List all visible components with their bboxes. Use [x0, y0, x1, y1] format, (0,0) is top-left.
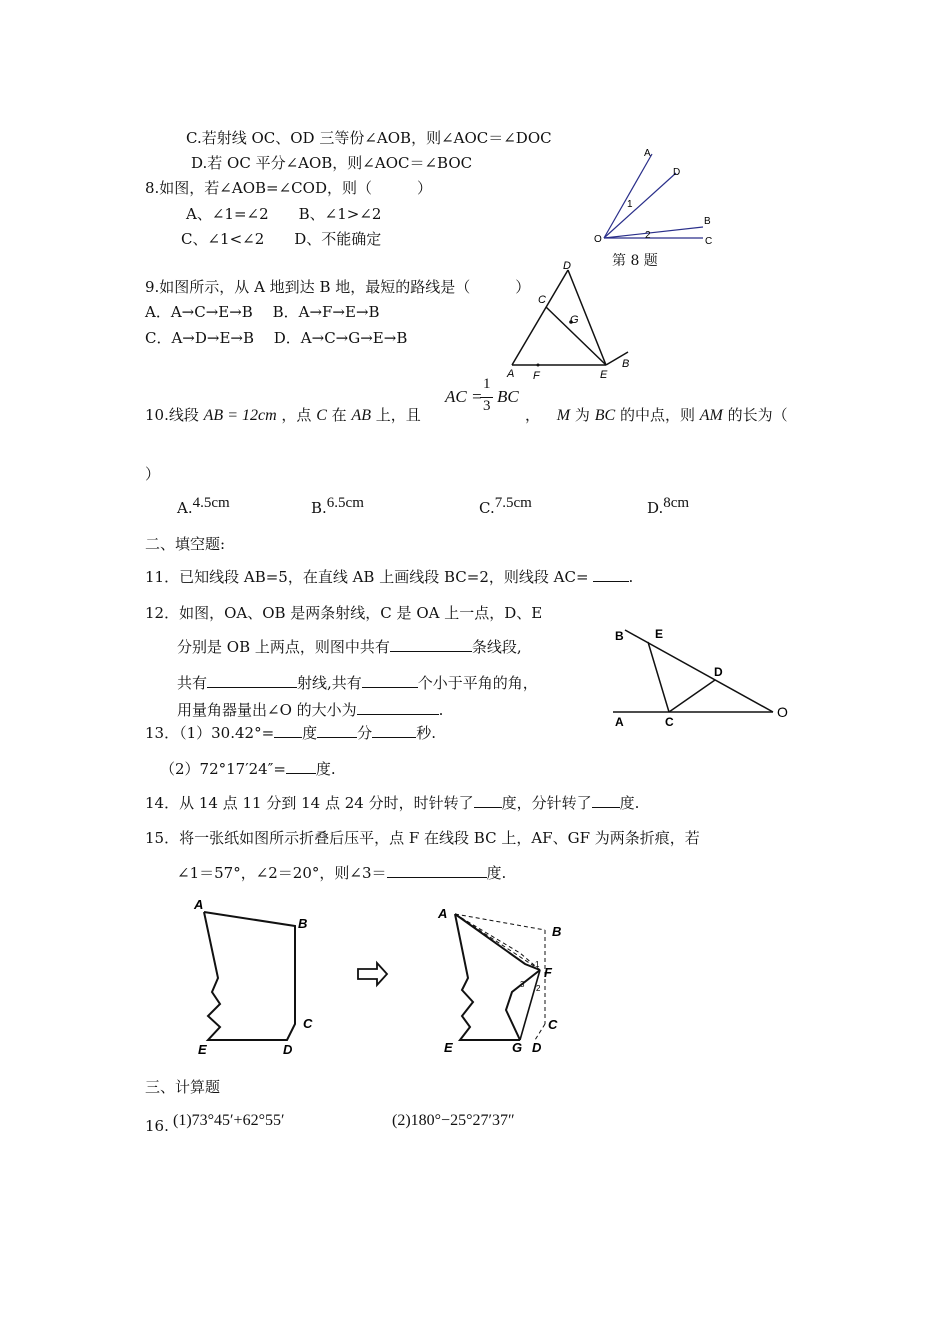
q10-ab: AB	[351, 407, 372, 424]
q15-right-label-a: A	[438, 906, 448, 921]
q12-line3: 共有 射线,共有 个小于平角的角，	[177, 674, 538, 692]
q15-angle-1: 1	[535, 960, 540, 969]
q15-angle-2: 2	[536, 984, 541, 993]
q15-left-label-a: A	[194, 897, 204, 912]
q10-mid3: 上，且	[375, 406, 421, 424]
q12-label-b: B	[615, 629, 624, 643]
q8-options-cd: C、∠1<∠2 D、不能确定	[181, 230, 382, 248]
q9-label-f: F	[533, 370, 540, 380]
q10-mid2: 在	[331, 406, 347, 424]
q15-right-label-c: C	[548, 1017, 558, 1032]
q13-line2: （2）72°17′24″= 度.	[160, 760, 336, 778]
q16-part1: (1)73°45′+62°55′	[173, 1112, 285, 1129]
q9-options-ab: A．A→C→E→B B．A→F→E→B	[145, 303, 380, 321]
arrow-right-icon	[358, 963, 387, 985]
q9-stem: 9.如图所示，从 A 地到达 B 地，最短的路线是（ ）	[145, 278, 531, 296]
q15-left-label-c: C	[303, 1016, 313, 1031]
q10-close: ）	[145, 465, 161, 483]
q15-line1: 15．将一张纸如图所示折叠后压平，点 F 在线段 BC 上，AF、GF 为两条折痕，若	[145, 829, 700, 847]
q9-label-c: C	[538, 294, 546, 306]
q10-bc: BC	[497, 387, 519, 406]
q14: 14．从 14 点 11 分到 14 点 24 分时，时针转了 度，分针转了 度.	[145, 794, 640, 812]
q15-right-label-b: B	[552, 924, 562, 939]
q10-frac-num: 1	[483, 376, 491, 392]
q9-label-g: G	[570, 314, 579, 326]
q10-bc2: BC	[594, 407, 616, 424]
q8-label-c: C	[705, 236, 713, 247]
section-fill-in-title: 二、填空题:	[145, 535, 226, 553]
q9-label-e: E	[600, 369, 608, 380]
q9-label-a: A	[507, 368, 515, 380]
q8-label-b: B	[704, 216, 711, 227]
q10-ac: AC =	[445, 387, 483, 406]
q12-label-o: O	[777, 704, 788, 720]
q15-right-label-f: F	[544, 965, 552, 980]
q10-mid1: ，点	[281, 406, 312, 424]
q15-right-label-g: G	[512, 1040, 523, 1055]
q10-option-a: A.4.5cm	[177, 495, 230, 517]
q7-option-c: C.若射线 OC、OD 三等份∠AOB，则∠AOC＝∠DOC	[186, 129, 552, 147]
q10-frac-den: 3	[483, 398, 491, 414]
q8-label-o: O	[594, 234, 602, 245]
q15-right-label-e: E	[444, 1040, 453, 1055]
q10-m: M	[556, 407, 571, 424]
q10-mid4: ，	[525, 406, 541, 424]
q10-option-d: D.8cm	[647, 495, 690, 517]
q8-caption: 第 8 题	[612, 253, 658, 269]
q9-figure	[500, 255, 640, 380]
q16-part2: (2)180°−25°27′37″	[392, 1112, 515, 1129]
q10-stem	[145, 405, 421, 426]
q12-line1: 12．如图，OA、OB 是两条射线，C 是 OA 上一点，D、E	[145, 604, 543, 622]
q15-figure	[180, 890, 590, 1065]
q9-options-cd: C．A→D→E→B D．A→C→G→E→B	[145, 329, 408, 347]
q8-stem: 8.如图，若∠AOB=∠COD，则（ ）	[145, 179, 432, 197]
q12-label-c: C	[665, 715, 674, 729]
q8-label-d: D	[673, 167, 681, 178]
q10-mid7: 的长为（	[727, 406, 788, 424]
q12-figure	[605, 620, 805, 732]
q8-options-ab: A、∠1=∠2 B、∠1>∠2	[186, 205, 382, 223]
q7-option-d: D.若 OC 平分∠AOB，则∠AOC＝∠BOC	[191, 154, 473, 172]
q15-left-label-e: E	[198, 1042, 207, 1057]
q10-stem-tail	[525, 405, 788, 426]
q11: 11．已知线段 AB=5，在直线 AB 上画线段 BC=2，则线段 AC= .	[145, 568, 634, 586]
q15-right-label-d: D	[532, 1040, 542, 1055]
q16-number: 16.	[145, 1117, 169, 1135]
q10-c: C	[316, 407, 327, 424]
q12-label-a: A	[615, 715, 624, 729]
q12-label-e: E	[655, 627, 664, 641]
q8-label-1: 1	[627, 199, 633, 210]
q12-line2: 分别是 OB 上两点，则图中共有 条线段,	[177, 638, 522, 656]
q15-left-label-b: B	[298, 916, 308, 931]
q15-angle-3: 3	[520, 980, 525, 989]
q8-figure	[590, 140, 730, 250]
q10-ab-eq: AB = 12cm	[203, 407, 277, 424]
q10-am: AM	[699, 407, 723, 424]
q10-mid6: 的中点，则	[619, 406, 695, 424]
q15-left-label-d: D	[283, 1042, 293, 1057]
q8-label-a: A	[644, 148, 651, 159]
q9-label-b: B	[622, 358, 630, 370]
q10-option-c: C.7.5cm	[479, 495, 532, 517]
q10-option-b: B.6.5cm	[311, 495, 364, 517]
q15-line2: ∠1＝57°，∠2＝20°，则∠3＝ 度.	[177, 864, 507, 882]
q13-line1: 13．（1）30.42°= 度 分 秒.	[145, 724, 436, 742]
q10-mid5: 为	[574, 406, 590, 424]
q12-label-d: D	[714, 665, 723, 679]
q12-line4: 用量角器量出∠O 的大小为 .	[177, 701, 444, 719]
q8-label-2: 2	[645, 230, 651, 241]
q10-prefix: 10.线段	[145, 406, 199, 424]
section-calc-title: 三、计算题	[145, 1078, 221, 1096]
q9-label-d: D	[563, 260, 571, 272]
